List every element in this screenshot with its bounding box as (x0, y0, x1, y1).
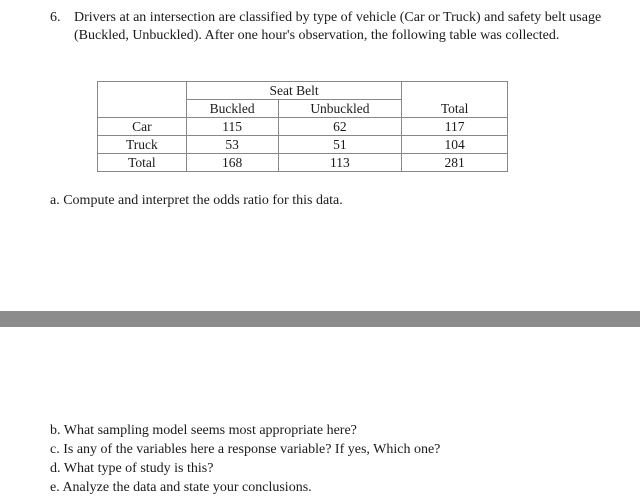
table-row (98, 154, 508, 172)
table-group-header: Seat Belt (186, 82, 402, 100)
part-c: c. Is any of the variables here a response variable? If yes, Which one? (50, 442, 441, 457)
table-cell: 62 (278, 118, 402, 136)
table-cell: 53 (186, 136, 278, 154)
table-cell: 113 (278, 154, 402, 172)
table-row (98, 118, 508, 136)
table-row-label: Total (98, 154, 187, 172)
table-header-row (98, 100, 508, 118)
table-cell: 115 (186, 118, 278, 136)
table-corner-cell (98, 82, 187, 100)
parts-list (50, 421, 440, 497)
part-d: d. What type of study is this? (50, 461, 214, 476)
table-row-label: Car (98, 118, 187, 136)
question-text: Drivers at an intersection are classified by type of vehicle (Car or Truck) and safety belt usage (Buckled, Unbuckled). After one hour's observation, the following table was collected. (74, 10, 602, 43)
contingency-table (97, 81, 508, 172)
part-a: a. Compute and interpret the odds ratio for this data. (50, 193, 343, 208)
part-b: b. What sampling model seems most appropriate here? (50, 423, 357, 438)
question-number: 6. (50, 10, 61, 25)
table-cell: 168 (186, 154, 278, 172)
table-row-label: Truck (98, 136, 187, 154)
table-cell: 117 (402, 118, 508, 136)
table-cell: 51 (278, 136, 402, 154)
section-divider (0, 311, 640, 327)
table-column-header: Buckled (186, 100, 278, 118)
table-header-row-group (98, 82, 508, 100)
table-column-header: Unbuckled (278, 100, 402, 118)
table-cell: 281 (402, 154, 508, 172)
table-cell: 104 (402, 136, 508, 154)
table-row (98, 136, 508, 154)
table-corner-cell (98, 100, 187, 118)
table-blank-cell (402, 82, 508, 100)
part-e: e. Analyze the data and state your conclusions. (50, 480, 312, 495)
question-6 (50, 9, 610, 44)
table-column-header: Total (402, 100, 508, 118)
